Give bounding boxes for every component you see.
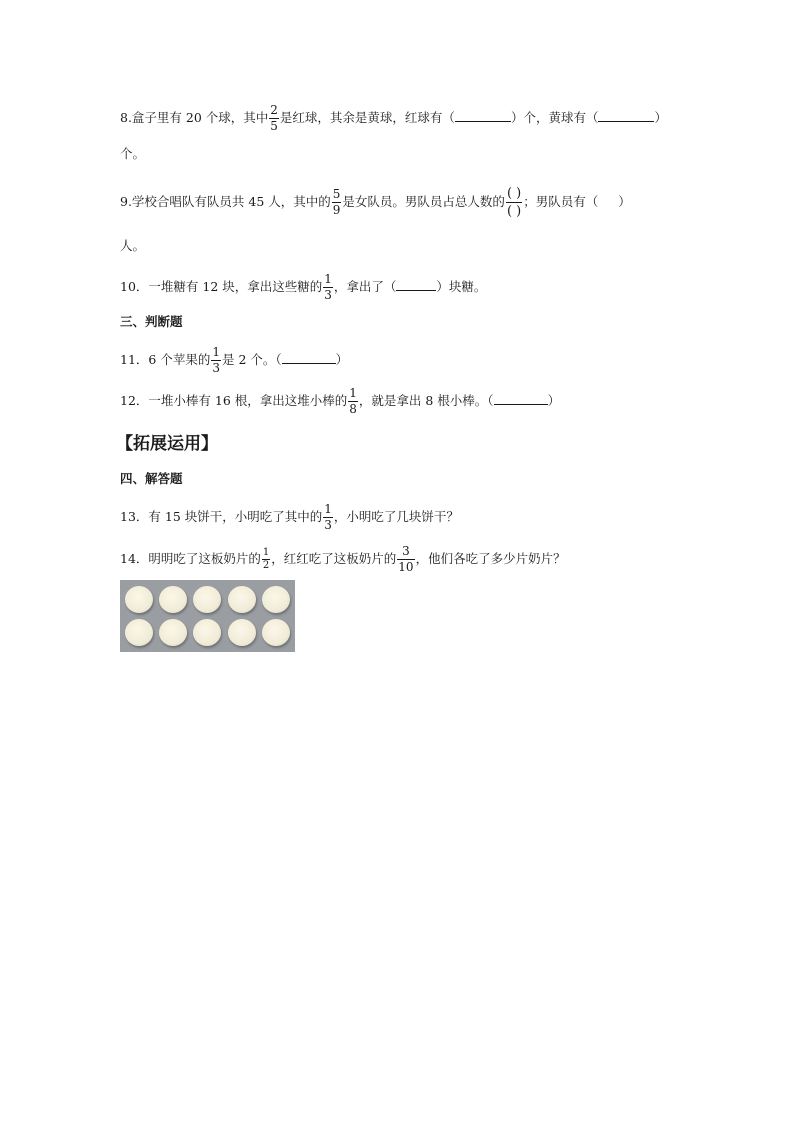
fraction-2-5: $\frac{2}{5}$: [270, 103, 278, 133]
milk-tablet: [259, 583, 293, 616]
milk-tablet: [225, 583, 259, 616]
question-12: 12．一堆小棒有 16 根，拿出这堆小棒的 $\frac{1}{8}$ ，就是拿出 8 根小棒。（ ）: [120, 386, 561, 416]
answer-blank-yellow[interactable]: [598, 111, 654, 122]
question-8: 8.盒子里有 20 个球，其中 $\frac{2}{5}$ 是红球，其余是黄球，红球有（ ）个，黄球有（ ）: [120, 103, 667, 133]
milk-tablet: [122, 583, 156, 616]
fraction-answer-blank[interactable]: $\frac{( )}{( )}$: [506, 186, 522, 219]
milk-tablet-image: [120, 580, 295, 652]
answer-blank-candy[interactable]: [396, 280, 436, 291]
fraction-1-3: $\frac{1}{3}$: [212, 345, 220, 375]
fraction-1-2: $\frac{1}{2}$: [262, 547, 270, 571]
fraction-3-10: $\frac{3}{10}$: [398, 544, 414, 574]
question-13: 13．有 15 块饼干，小明吃了其中的 $\frac{1}{3}$ ，小明吃了几块饼干？: [120, 502, 459, 532]
milk-tablet: [190, 583, 224, 616]
milk-tablet: [156, 616, 190, 649]
milk-tablet: [190, 616, 224, 649]
milk-tablet: [225, 616, 259, 649]
heading-extended-application: 【拓展运用】: [116, 434, 218, 454]
milk-tablet: [122, 616, 156, 649]
section-title-judgement: 三、判断题: [120, 314, 183, 329]
fraction-1-3: $\frac{1}{3}$: [324, 272, 332, 302]
milk-tablet: [156, 583, 190, 616]
question-14: 14．明明吃了这板奶片的 $\frac{1}{2}$ ，红红吃了这板奶片的 $\frac{3}{10}$ ，他们各吃了多少片奶片？: [120, 544, 566, 574]
fraction-5-9: $\frac{5}{9}$: [332, 187, 341, 217]
answer-blank-judge-12[interactable]: [494, 394, 548, 405]
fraction-1-8: $\frac{1}{8}$: [349, 386, 357, 416]
milk-tablet: [259, 616, 293, 649]
question-9-continuation: 人。: [120, 238, 146, 253]
fraction-1-3: $\frac{1}{3}$: [324, 502, 332, 532]
question-8-continuation: 个。: [120, 146, 146, 161]
section-title-answer: 四、解答题: [120, 471, 183, 486]
answer-blank-red[interactable]: [455, 111, 511, 122]
question-9: 9.学校合唱队有队员共 45 人，其中的 $\frac{5}{9}$ 是女队员。男队员占总人数的 $\frac{( )}{( )}$ ；男队员有（ ）: [120, 186, 631, 219]
question-10: 10．一堆糖有 12 块，拿出这些糖的 $\frac{1}{3}$ ，拿出了（ ）块糖。: [120, 272, 487, 302]
question-11: 11．6 个苹果的 $\frac{1}{3}$ 是 2 个。（ ）: [120, 345, 349, 375]
answer-blank-judge-11[interactable]: [282, 353, 336, 364]
